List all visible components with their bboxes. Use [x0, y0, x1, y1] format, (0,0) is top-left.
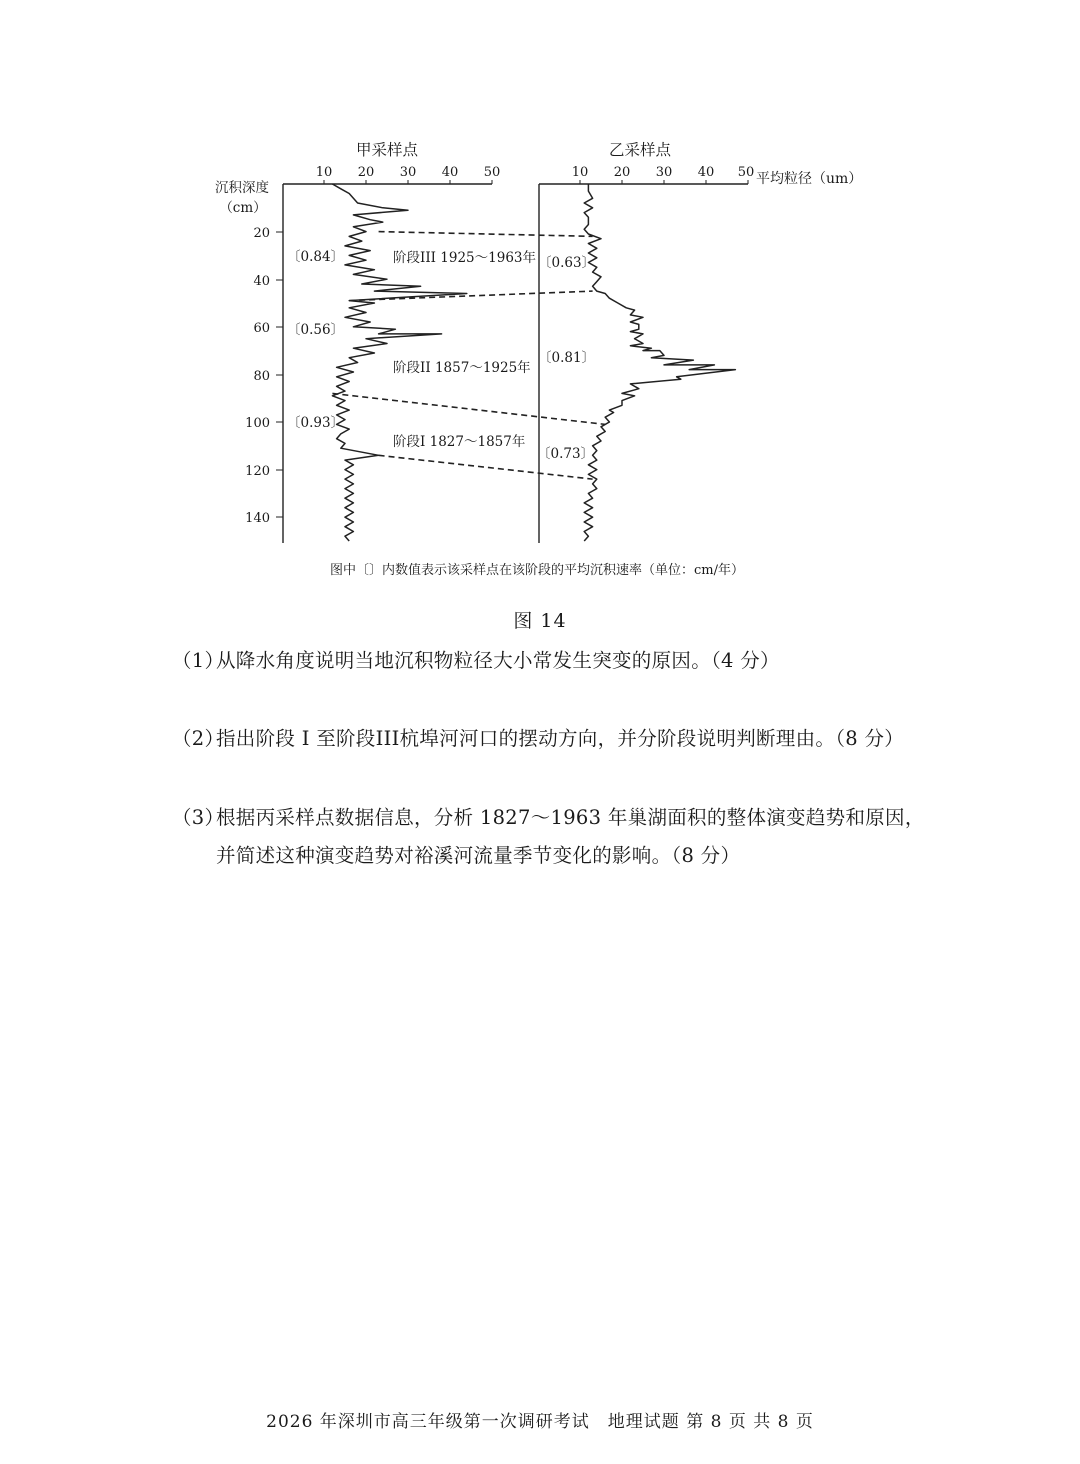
figure-caption: 图 14 — [513, 610, 567, 632]
y-tick-label: 40 — [253, 274, 270, 289]
rate-b-stage-2: 〔0.81〕 — [538, 350, 596, 366]
rate-a-stage-1: 〔0.93〕 — [287, 415, 345, 431]
y-tick-labels — [245, 226, 270, 526]
panel-b-x-tick-labels — [572, 165, 755, 180]
stage-boundary-line-1 — [379, 232, 593, 237]
y-tick-marks — [276, 232, 283, 517]
stage-boundary-line-3 — [332, 393, 605, 424]
question-1-number: （1） — [172, 649, 225, 672]
y-tick-label: 80 — [253, 369, 270, 384]
y-tick-label: 100 — [245, 416, 270, 431]
x-tick-label: 50 — [737, 165, 755, 180]
question-3 — [172, 799, 972, 875]
x-tick-label: 40 — [441, 165, 459, 180]
page-footer: 2026 年深圳市高三年级第一次调研考试 地理试题 第 8 页 共 8 页 — [266, 1412, 814, 1432]
x-tick-label: 50 — [483, 165, 501, 180]
question-2-number: （2） — [172, 727, 225, 750]
question-1 — [172, 642, 972, 680]
y-tick-label: 20 — [253, 226, 270, 241]
stage-label-1: 阶段I 1827～1857年 — [393, 434, 526, 450]
y-tick-label: 60 — [253, 321, 270, 336]
question-3-text-line1: 根据丙采样点数据信息，分析 1827～1963 年巢湖面积的整体演变趋势和原因， — [216, 806, 925, 829]
stage-label-2: 阶段II 1857～1925年 — [393, 360, 531, 376]
question-1-text: 从降水角度说明当地沉积物粒径大小常发生突变的原因。（4 分） — [216, 649, 780, 672]
rate-a-stage-2: 〔0.56〕 — [287, 322, 345, 338]
x-axis-label: 平均粒径（um） — [756, 171, 863, 187]
x-tick-label: 30 — [655, 165, 673, 180]
panel-a-x-tick-labels — [316, 165, 501, 180]
rate-a-stage-3: 〔0.84〕 — [287, 249, 345, 265]
series-line-site-b — [584, 184, 735, 541]
x-tick-label: 20 — [357, 165, 375, 180]
y-tick-label: 120 — [245, 464, 270, 479]
rate-b-stage-1: 〔0.73〕 — [537, 446, 595, 462]
x-tick-label: 10 — [571, 165, 589, 180]
x-tick-label: 10 — [315, 165, 333, 180]
question-3-text-line2: 并简述这种演变趋势对裕溪河流量季节变化的影响。（8 分） — [216, 844, 741, 867]
figure-note: 图中〔〕内数值表示该采样点在该阶段的平均沉积速率（单位：cm/年） — [330, 563, 744, 578]
question-3-number: （3） — [172, 806, 225, 829]
question-2-text: 指出阶段 I 至阶段III杭埠河河口的摆动方向，并分阶段说明判断理由。（8 分） — [216, 727, 905, 750]
panel-b-title: 乙采样点 — [608, 141, 672, 159]
x-tick-label: 30 — [399, 165, 417, 180]
x-tick-label: 40 — [697, 165, 715, 180]
question-2 — [172, 720, 972, 758]
y-axis-label-line2: （cm） — [219, 200, 267, 216]
x-tick-label: 20 — [613, 165, 631, 180]
rate-b-stage-3: 〔0.63〕 — [538, 255, 596, 271]
stage-label-3: 阶段III 1925～1963年 — [393, 250, 537, 266]
panel-a-title: 甲采样点 — [355, 141, 419, 159]
stage-boundary-line-2 — [349, 291, 592, 301]
y-tick-label: 140 — [245, 511, 270, 526]
y-axis-label-line1: 沉积深度 — [215, 180, 269, 196]
sediment-profile-figure — [0, 0, 1080, 600]
